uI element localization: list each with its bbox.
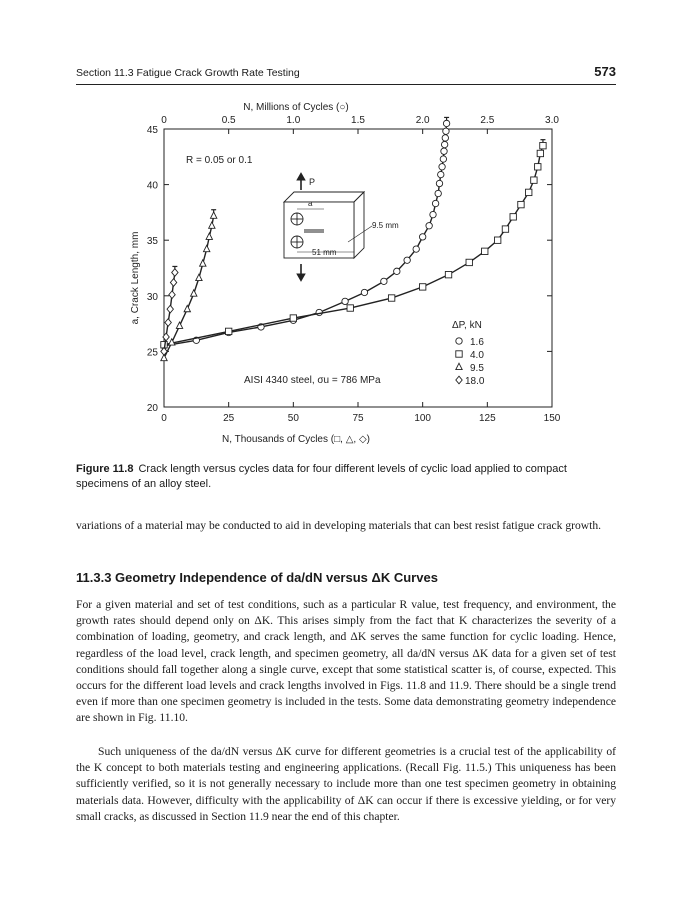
section-heading: 11.3.3 Geometry Independence of da/dN versus ΔK Curves [76, 570, 438, 585]
data-point [518, 201, 524, 207]
figure-caption [76, 462, 616, 492]
data-point [430, 211, 436, 217]
intro-paragraph: variations of a material may be conducted to aid in developing materials that can best resist fatigue crack growth. [76, 519, 602, 532]
data-point [535, 164, 541, 170]
data-point [290, 315, 296, 321]
x-tick-label: 75 [352, 413, 364, 424]
data-point [466, 259, 472, 265]
running-head [76, 66, 616, 85]
data-point [203, 245, 209, 251]
data-point [225, 328, 231, 334]
inset-load-label: P [309, 177, 316, 187]
y-tick-label: 40 [146, 180, 158, 192]
x2-tick-label: 2.5 [480, 115, 495, 126]
paragraph-2: Such uniqueness of the da/dN versus ΔK curve for different geometries is a crucial test of the applicability of the K concept to both materials testing and engineering applications. (Recall Fig. 11.5.) This uniqueness has been sufficiently verified, so it is not generally necessary to include more than one test specimen geometry in obtaining materials data. However, difficulty with the applicability of ΔK can occur if there is excessive yielding, or for very small cracks, as discussed in Section 11.9 near the end of this chapter. [76, 745, 616, 823]
legend-title: ΔP, kN [452, 320, 482, 331]
x2-tick-label: 0.5 [221, 115, 236, 126]
data-point [167, 305, 173, 313]
legend-label: 1.6 [470, 337, 484, 348]
inset-width-label: 51 mm [312, 248, 337, 257]
x-tick-label: 150 [543, 413, 561, 424]
legend-label: 18.0 [465, 376, 485, 387]
r-ratio-annotation: R = 0.05 or 0.1 [186, 155, 253, 166]
data-point [200, 260, 206, 266]
figure-caption-label: Figure 11.8 [76, 463, 134, 475]
y-tick-label: 45 [146, 125, 158, 136]
data-point [209, 222, 215, 228]
page-number: 573 [594, 64, 616, 79]
data-point [494, 237, 500, 243]
data-point [426, 223, 432, 229]
data-point [510, 214, 516, 220]
top-axis-title: N, Millions of Cycles (○) [243, 102, 349, 113]
data-point [419, 234, 425, 240]
specimen-inset [284, 173, 372, 281]
data-point [432, 200, 438, 206]
x-tick-label: 50 [287, 413, 299, 424]
data-point [443, 120, 449, 126]
legend-marker-triangle [456, 363, 462, 369]
data-point [394, 268, 400, 274]
data-point [443, 128, 449, 134]
data-point [196, 274, 202, 280]
data-point [206, 233, 212, 239]
data-point [526, 189, 532, 195]
data-point [184, 305, 190, 311]
plot-frame [164, 129, 552, 407]
legend-label: 4.0 [470, 350, 484, 361]
bottom-axis-title: N, Thousands of Cycles (□, △, ◇) [222, 434, 370, 445]
data-point [361, 289, 367, 295]
data-point [439, 164, 445, 170]
data-point [404, 257, 410, 263]
y-axis-title: a, Crack Length, mm [130, 231, 141, 325]
legend [456, 337, 485, 387]
x-tick-label: 25 [223, 413, 235, 424]
x2-tick-label: 1.5 [351, 115, 365, 126]
data-point [436, 180, 442, 186]
data-point [537, 150, 543, 156]
section-title: Section 11.3 Fatigue Crack Growth Rate Testing [76, 67, 300, 79]
data-point [419, 284, 425, 290]
legend-marker-diamond [456, 376, 462, 384]
y-tick-label: 25 [146, 347, 158, 359]
paragraph-1: For a given material and set of test conditions, such as a particular R value, test frequency, and environment, the growth rates should depend only on ΔK. This arises simply from the fact that K characterizes the severity of a combination of loading, geometry, and crack length, and ΔK serves the same function for cyclic loading. Hence, regardless of the load level, crack length, and specimen geometry, all da/dN versus ΔK data for a given set of test conditions should fall together along a single curve, except that some statistical scatter is, of course, expected. This occurs for the different load levels and crack lengths involved in Figs. 11.8 and 11.9. There should be a single trend even if more than one specimen geometry is included in the tests. Some data demonstrating geometry independence are shown in Fig. 11.10. [76, 598, 616, 725]
data-point [210, 212, 216, 218]
y-tick-label: 20 [146, 403, 158, 414]
x2-tick-label: 2.0 [415, 115, 430, 126]
data-point [440, 156, 446, 162]
data-point [191, 290, 197, 296]
material-annotation: AISI 4340 steel, σu = 786 MPa [244, 375, 381, 386]
x-tick-label: 0 [161, 413, 167, 424]
x2-tick-label: 0 [161, 115, 167, 126]
data-point [342, 298, 348, 304]
inset-thickness-label: 9.5 mm [372, 221, 399, 230]
data-point [169, 339, 175, 345]
data-point [347, 305, 353, 311]
data-point [441, 141, 447, 147]
chart-svg [76, 92, 616, 452]
data-point [176, 322, 182, 328]
data-point [445, 271, 451, 277]
y-tick-label: 30 [146, 291, 158, 303]
data-point [413, 246, 419, 252]
x-tick-label: 125 [478, 413, 496, 424]
figure-crack-length-vs-cycles [76, 92, 616, 452]
legend-marker-circle [456, 338, 462, 344]
data-point [540, 142, 546, 148]
data-point [482, 248, 488, 254]
data-point [438, 171, 444, 177]
inset-a-label: a [308, 199, 313, 208]
legend-marker-square [456, 351, 462, 357]
data-point [531, 177, 537, 183]
x2-tick-label: 3.0 [545, 115, 559, 126]
data-point [165, 319, 171, 327]
data-point [502, 226, 508, 232]
data-point [441, 148, 447, 154]
legend-label: 9.5 [470, 363, 484, 374]
data-point [388, 295, 394, 301]
figure-caption-text: Crack length versus cycles data for four different levels of cyclic load applied to compact specimens of an alloy steel. [76, 463, 567, 490]
y-tick-label: 35 [146, 236, 158, 248]
data-point [170, 279, 176, 287]
data-point [172, 269, 178, 277]
data-point [381, 278, 387, 284]
x2-tick-label: 1.0 [286, 115, 301, 126]
data-point [435, 190, 441, 196]
data-point [169, 291, 175, 299]
x-tick-label: 100 [414, 413, 432, 424]
data-point [442, 135, 448, 141]
